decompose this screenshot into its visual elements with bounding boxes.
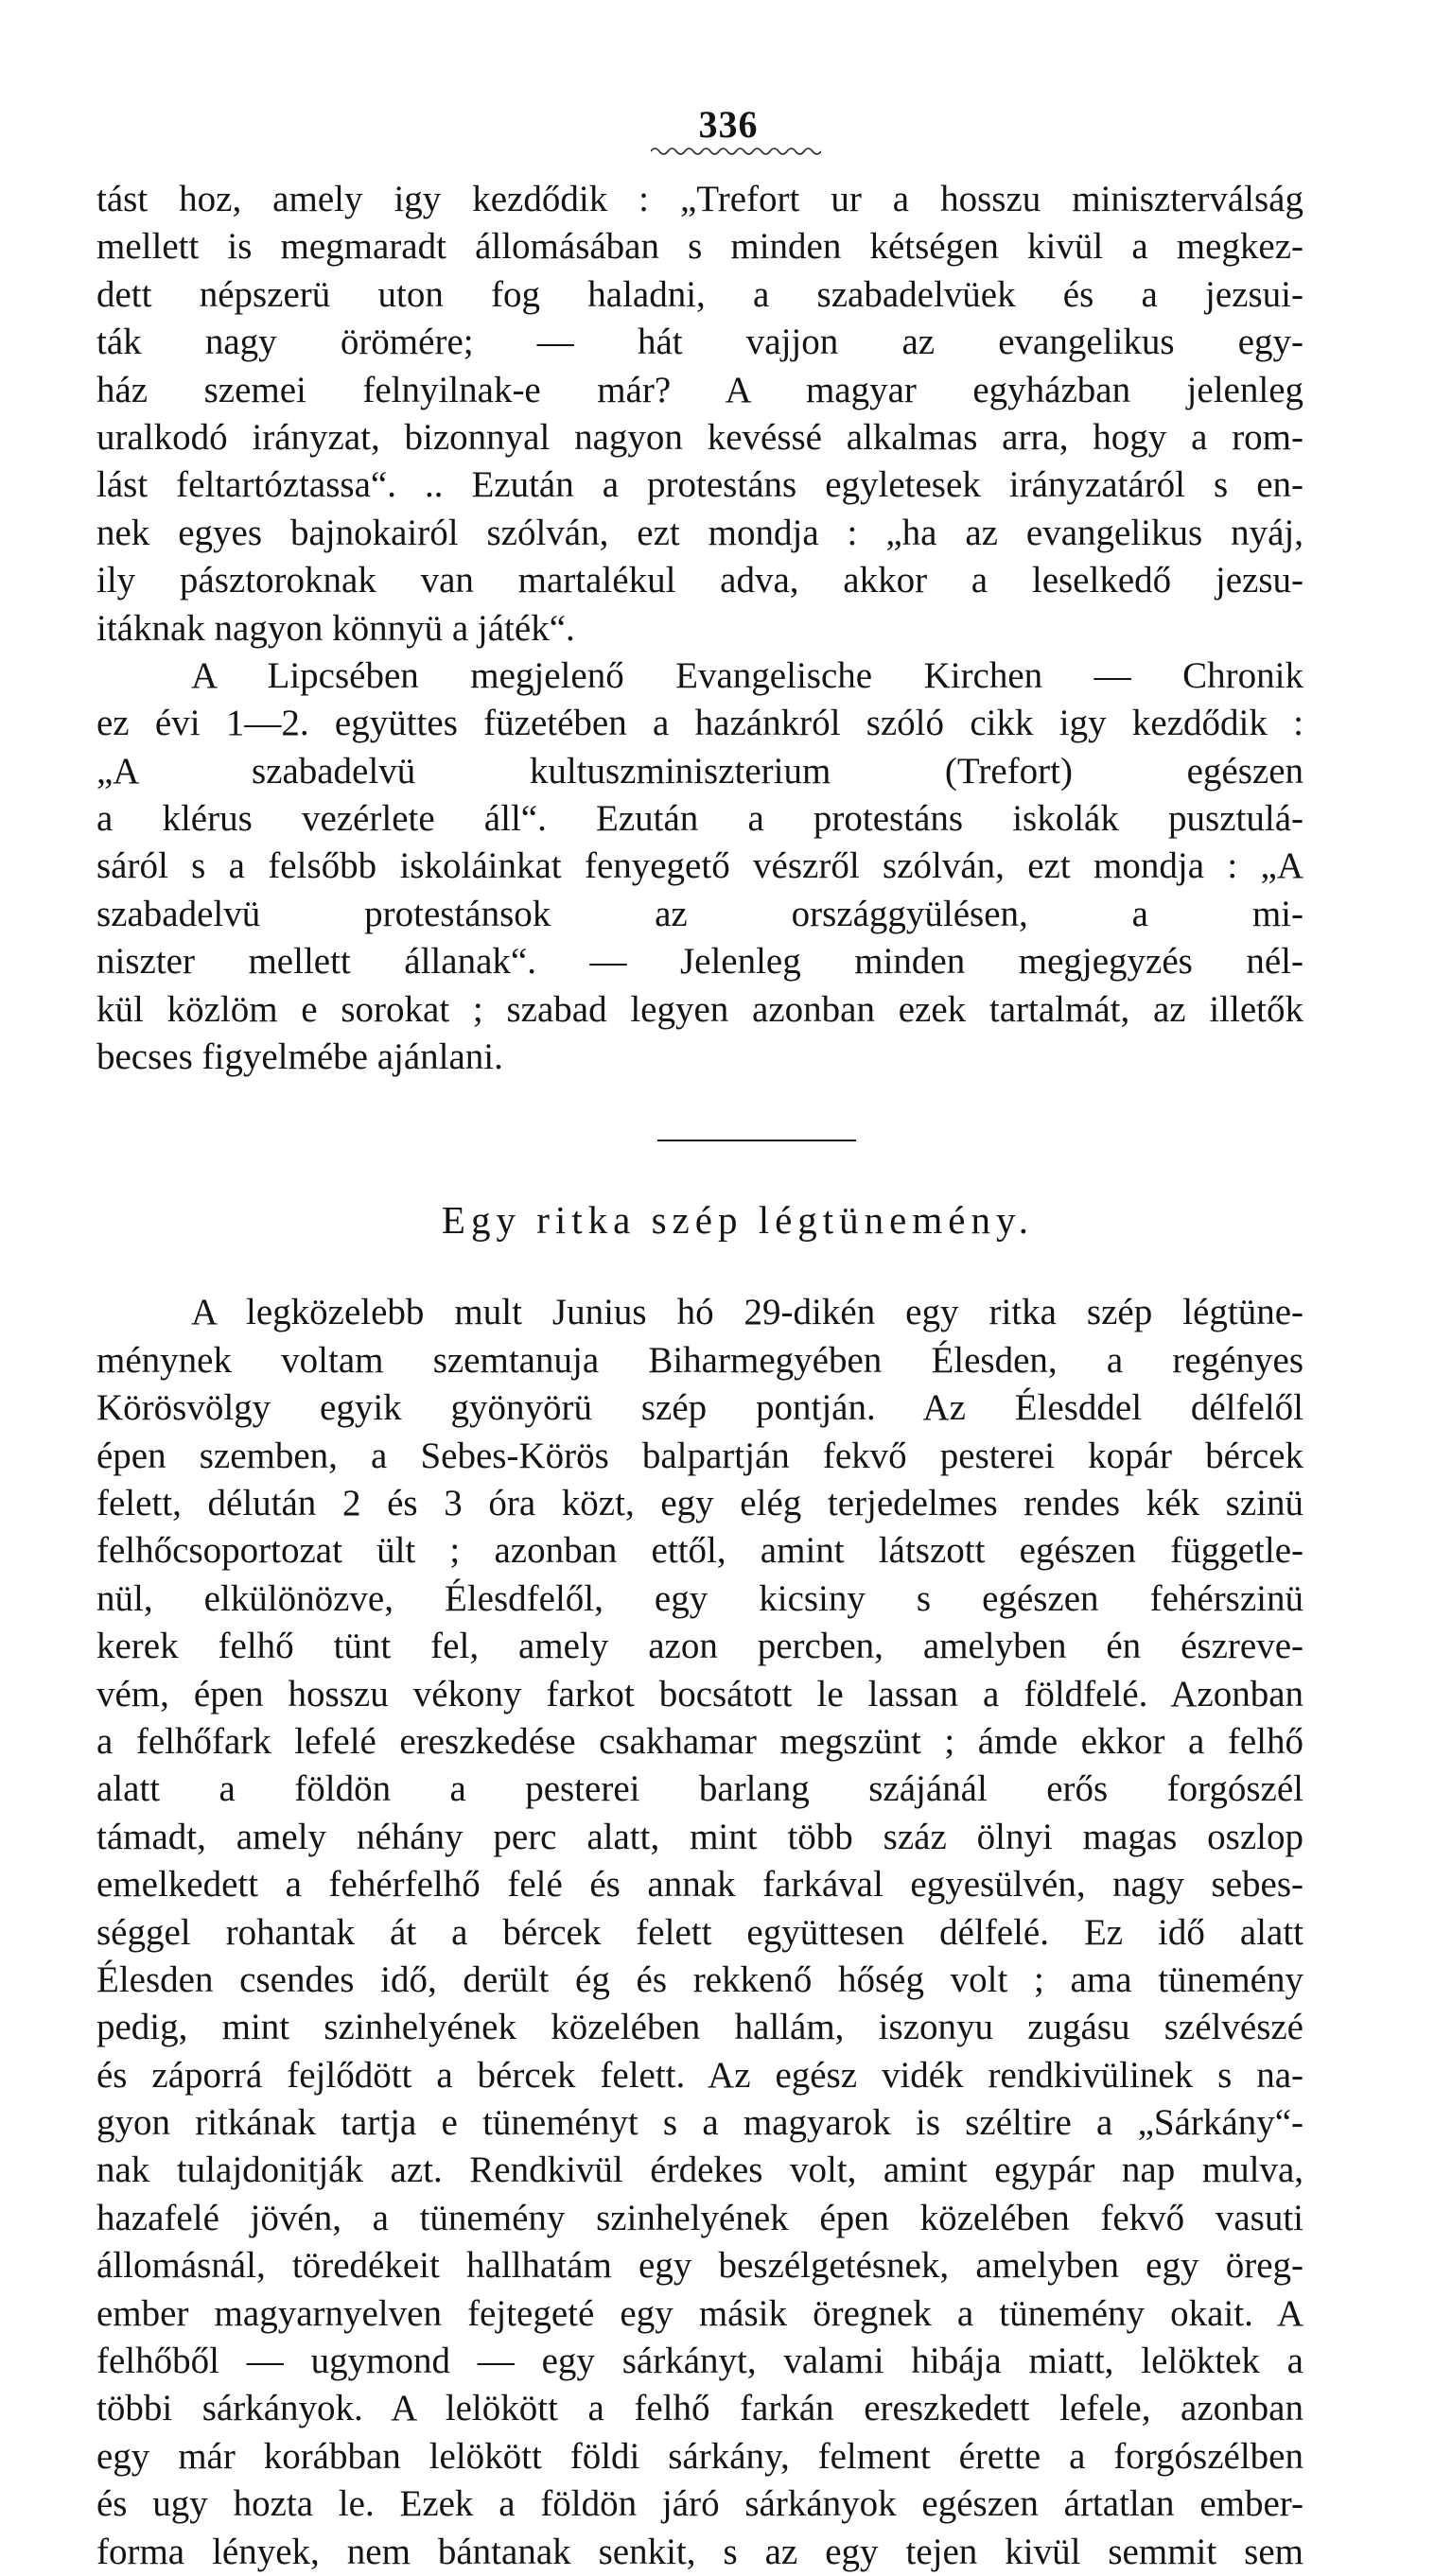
- paragraph-legtunemeny: [96, 1289, 1303, 2576]
- text-line: ily pásztoroknak van martalékul adva, akkor a leselkedő jezsu-: [96, 560, 1303, 601]
- text-line: sáról s a felsőbb iskoláinkat fenyegető vészről szólván, ezt mondja : „A: [96, 845, 1303, 887]
- text-line: vém, épen hosszu vékony farkot bocsátott le lassan a földfelé. Azonban: [96, 1673, 1303, 1714]
- text-line: niszter mellett állanak“. — Jelenleg minden megjegyzés nél-: [96, 941, 1303, 983]
- wavy-ornament-icon: [651, 146, 821, 157]
- text-line: tást hoz, amely igy kezdődik : „Trefort ur a hosszu miniszterválság: [96, 179, 1303, 219]
- text-line: kül közlöm e sorokat ; szabad legyen azonban ezek tartalmát, az illetők: [96, 988, 1303, 1030]
- page-number: 336: [698, 103, 759, 146]
- text-line: Élesden csendes idő, derült ég és rekkenő hőség volt ; ama tünemény: [96, 1958, 1303, 2000]
- text-line: egy már korábban lelökött földi sárkány, felment érette a forgószélben: [96, 2435, 1303, 2477]
- text-line: lást feltartóztassa“. .. Ezután a protestáns egyletesek irányzatáról s en-: [96, 464, 1303, 506]
- paragraph-continuation: [96, 176, 1303, 653]
- text-line: támadt, amely néhány perc alatt, mint több száz ölnyi magas oszlop: [96, 1816, 1303, 1857]
- text-line: ember magyarnyelven fejtegeté egy másik öregnek a tünemény okait. A: [96, 2292, 1303, 2334]
- text-line: hazafelé jövén, a tünemény szinhelyének épen közelében fekvő vasuti: [96, 2197, 1303, 2238]
- text-line: és záporrá fejlődött a bércek felett. Az egész vidék rendkivülinek s na-: [96, 2054, 1303, 2096]
- text-line: „A szabadelvü kultuszminiszterium (Trefort) egészen: [96, 750, 1303, 792]
- text-line: forma lények, nem bántanak senkit, s az egy tejen kivül semmit sem: [96, 2531, 1303, 2572]
- page: [96, 104, 1303, 2576]
- text-line: ház szemei felnyilnak-e már? A magyar egyházban jelenleg: [96, 369, 1303, 410]
- text-line: a felhőfark lefelé ereszkedése csakhamar megszünt ; ámde ekkor a felhő: [96, 1720, 1303, 1762]
- text-line: nek egyes bajnokairól szólván, ezt mondja : „ha az evangelikus nyáj,: [96, 512, 1303, 553]
- text-line: épen szemben, a Sebes-Körös balpartján fekvő pesterei kopár bércek: [96, 1435, 1303, 1476]
- text-line: itáknak nagyon könnyü a játék“.: [96, 607, 575, 649]
- text-line: a klérus vezérlete áll“. Ezután a protestáns iskolák pusztulá-: [96, 798, 1303, 840]
- text-line: szabadelvü protestánsok az országgyülésen, a mi-: [96, 893, 1303, 934]
- text-line: alatt a földön a pesterei barlang szájánál erős forgószél: [96, 1768, 1303, 1810]
- text-line: ménynek voltam szemtanuja Biharmegyében Élesden, a regényes: [96, 1339, 1303, 1381]
- section-divider: [657, 1140, 856, 1141]
- text-line: dett népszerü uton fog haladni, a szabadelvüek és a jezsui-: [96, 273, 1303, 315]
- text-line: gyon ritkának tartja e tüneményt s a magyarok is széltire a „Sárkány“-: [96, 2102, 1303, 2144]
- text-line: nak tulajdonitják azt. Rendkivül érdekes volt, amint egypár nap mulva,: [96, 2150, 1303, 2191]
- text-line: felhőcsoportozat ült ; azonban ettől, amint látszott egészen függetle-: [96, 1530, 1303, 1572]
- text-line: A legközelebb mult Junius hó 29-dikén egy ritka szép légtüne-: [191, 1292, 1303, 1333]
- text-line: Körösvölgy egyik gyönyörü szép pontján. Az Élesddel délfelől: [96, 1387, 1303, 1429]
- text-line: becses figyelmébe ajánlani.: [96, 1036, 503, 1078]
- text-line: felett, délután 2 és 3 óra közt, egy elég terjedelmes rendes kék szinü: [96, 1482, 1303, 1523]
- text-line: uralkodó irányzat, bizonnyal nagyon kevéssé alkalmas arra, hogy a rom-: [96, 416, 1303, 458]
- text-line: állomásnál, töredékeit hallhatám egy beszélgetésnek, amelyben egy öreg-: [96, 2245, 1303, 2287]
- text-line: ták nagy örömére; — hát vajjon az evangelikus egy-: [96, 322, 1303, 363]
- paragraph-lipcse: [96, 653, 1303, 1082]
- text-line: séggel rohantak át a bércek felett együttesen délfelé. Ez idő alatt: [96, 1911, 1303, 1953]
- text-line: kerek felhő tünt fel, amely azon percben, amelyben én észreve-: [96, 1626, 1303, 1667]
- text-line: emelkedett a fehérfelhő felé és annak farkával egyesülvén, nagy sebes-: [96, 1864, 1303, 1906]
- text-line: mellett is megmaradt állomásában s minden kétségen kivül a megkez-: [96, 226, 1303, 268]
- text-line: A Lipcsében megjelenő Evangelische Kirchen — Chronik: [191, 654, 1303, 696]
- text-line: pedig, mint szinhelyének közelében hallám, iszonyu zugásu szélvészé: [96, 2007, 1303, 2048]
- text-line: és ugy hozta le. Ezek a földön járó sárkányok egészen ártatlan ember-: [96, 2483, 1303, 2525]
- text-line: nül, elkülönözve, Élesdfelől, egy kicsiny s egészen fehérszinü: [96, 1577, 1303, 1619]
- text-line: többi sárkányok. A lelökött a felhő farkán ereszkedett lefele, azonban: [96, 2388, 1303, 2429]
- text-line: felhőből — ugymond — egy sárkányt, valami hibája miatt, lelöktek a: [96, 2341, 1303, 2382]
- section-heading: Egy ritka szép légtünemény.: [441, 1198, 1035, 1243]
- text-line: ez évi 1—2. együttes füzetében a hazánkról szóló cikk igy kezdődik :: [96, 703, 1303, 744]
